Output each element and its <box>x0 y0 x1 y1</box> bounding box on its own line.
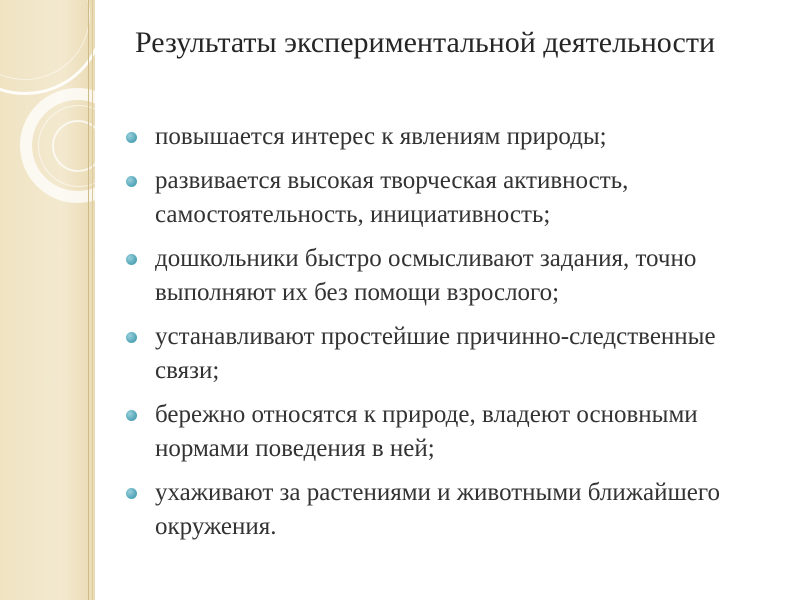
list-item-text: дошкольники быстро осмысливают задания, точно выполняют их без помощи взрослого; <box>155 245 697 306</box>
bullet-dot-icon <box>126 410 137 421</box>
band-divider-line <box>92 0 93 600</box>
list-item-text: повышается интерес к явлениям природы; <box>155 123 607 150</box>
list-item <box>122 242 782 310</box>
band-divider-line <box>88 0 89 600</box>
list-item-text: развивается высокая творческая активность, самостоятельность, инициативность; <box>155 167 629 228</box>
decorative-side-band <box>0 0 95 600</box>
list-item <box>122 320 782 388</box>
list-item <box>122 398 782 466</box>
list-item-text: бережно относятся к природе, владеют основными нормами поведения в ней; <box>155 401 698 462</box>
list-item <box>122 476 782 544</box>
slide-title: Результаты экспериментальной деятельности <box>135 26 716 59</box>
results-list <box>122 120 782 554</box>
list-item <box>122 120 782 154</box>
list-item-text: устанавливают простейшие причинно-следственные связи; <box>155 323 716 384</box>
bullet-dot-icon <box>126 176 137 187</box>
bullet-dot-icon <box>126 254 137 265</box>
bullet-dot-icon <box>126 332 137 343</box>
bullet-dot-icon <box>126 488 137 499</box>
list-item-text: ухаживают за растениями и животными ближайшего окружения. <box>155 479 720 540</box>
list-item <box>122 164 782 232</box>
bullet-dot-icon <box>126 132 137 143</box>
